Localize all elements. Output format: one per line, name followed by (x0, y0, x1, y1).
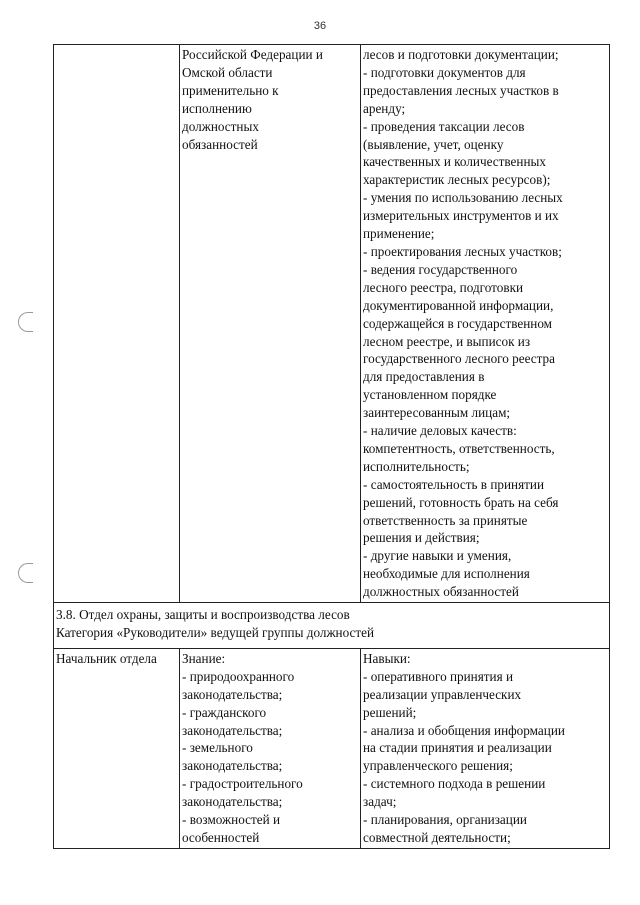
text-line: исполнению (182, 100, 252, 116)
text-line: на стадии принятия и реализации (363, 740, 552, 756)
text-line: - ведения государственного (363, 261, 518, 277)
text-line: законодательства; (182, 686, 283, 702)
skills-cell (361, 45, 610, 603)
text-line: документированной информации, (363, 297, 554, 313)
text-line: государственного лесного реестра (363, 351, 555, 367)
text-line: задач; (363, 794, 397, 810)
text-line: лесного реестра, подготовки (363, 279, 524, 295)
text-line: совместной деятельности; (363, 829, 511, 845)
text-line: лесов и подготовки документации; (363, 47, 559, 62)
text-line: особенностей (182, 829, 260, 845)
text-line: Знание: (182, 650, 226, 666)
text-line: содержащейся в государственном (363, 315, 553, 331)
qualification-table (53, 44, 610, 849)
text-line: качественных и количественных (363, 154, 546, 170)
requirements-cell (180, 45, 361, 603)
text-line: - гражданского (182, 704, 267, 720)
text-line: - другие навыки и умения, (363, 548, 512, 564)
text-line: компетентность, ответственность, (363, 440, 555, 456)
text-line: - земельного (182, 740, 253, 756)
text-line: управленческого решения; (363, 758, 513, 774)
text-line: законодательства; (182, 794, 283, 810)
position-cell (54, 45, 180, 603)
punch-hole-mark (18, 312, 33, 332)
text-line: решений, готовность брать на себя (363, 494, 559, 510)
text-line: - наличие деловых качеств: (363, 423, 517, 439)
text-line: - системного подхода в решении (363, 776, 546, 792)
text-line: обязанностей (182, 136, 258, 152)
table-row-continued (54, 45, 610, 603)
text-line: установленном порядке (363, 387, 497, 403)
text-line: должностных обязанностей (363, 584, 519, 600)
position-cell (54, 648, 180, 848)
text-line: - природоохранного (182, 668, 295, 684)
position-title: Начальник отдела (56, 650, 157, 666)
punch-hole-mark (18, 563, 33, 583)
section-category: Категория «Руководители» ведущей группы должностей (56, 625, 375, 640)
text-line: Омской области (182, 64, 273, 80)
text-line: исполнительность; (363, 458, 470, 474)
text-line: аренду; (363, 100, 406, 116)
section-header-row (54, 603, 610, 649)
text-line: применительно к (182, 82, 279, 98)
text-line: лесном реестре, и выписок из (363, 333, 531, 349)
text-line: законодательства; (182, 722, 283, 738)
section-header-cell (54, 603, 610, 649)
text-line: - проектирования лесных участков; (363, 243, 562, 259)
text-line: - умения по использованию лесных (363, 190, 563, 206)
section-title: 3.8. Отдел охраны, защиты и воспроизводства лесов (56, 607, 350, 623)
text-line: предоставления лесных участков в (363, 82, 559, 98)
text-line: - проведения таксации лесов (363, 118, 525, 134)
text-line: - возможностей и (182, 812, 281, 828)
text-line: измерительных инструментов и их (363, 208, 559, 224)
text-line: - самостоятельность в принятии (363, 476, 545, 492)
page-number: 36 (313, 20, 327, 32)
text-line: - градостроительного (182, 776, 303, 792)
text-line: - планирования, организации (363, 812, 527, 828)
text-line: заинтересованным лицам; (363, 405, 511, 421)
text-line: реализации управленческих (363, 686, 522, 702)
text-line: решения и действия; (363, 530, 480, 546)
skills-cell (361, 648, 610, 848)
text-line: Российской Федерации и (182, 47, 323, 62)
text-line: решений; (363, 704, 417, 720)
text-line: для предоставления в (363, 369, 485, 385)
text-line: (выявление, учет, оценку (363, 136, 504, 152)
text-line: характеристик лесных ресурсов); (363, 172, 551, 188)
text-line: ответственность за принятые (363, 512, 528, 528)
knowledge-cell (180, 648, 361, 848)
text-line: - оперативного принятия и (363, 668, 514, 684)
text-line: необходимые для исполнения (363, 566, 530, 582)
text-line: - анализа и обобщения информации (363, 722, 565, 738)
text-line: должностных (182, 118, 259, 134)
text-line: применение; (363, 226, 435, 242)
text-line: - подготовки документов для (363, 64, 526, 80)
text-line: законодательства; (182, 758, 283, 774)
text-line: Навыки: (363, 650, 411, 666)
table-row-head-of-department (54, 648, 610, 848)
